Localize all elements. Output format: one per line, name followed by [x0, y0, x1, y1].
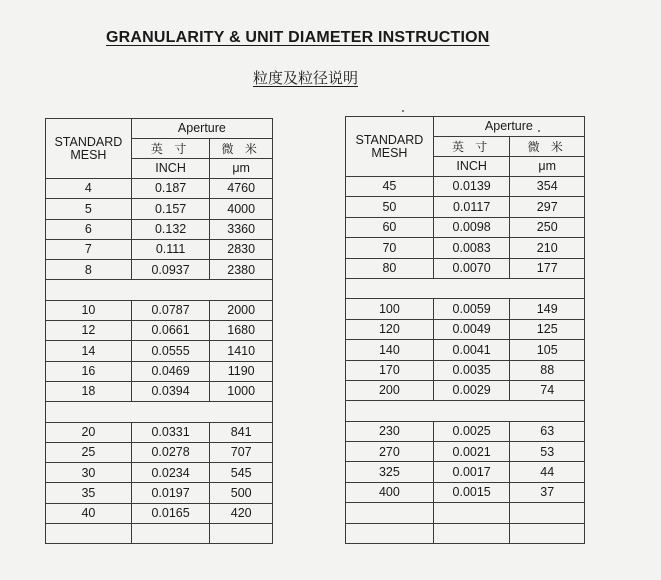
- micron-cell: 500: [210, 483, 273, 503]
- inch-cell: 0.0059: [433, 299, 510, 319]
- empty-cell: [510, 503, 585, 523]
- table-row: [46, 463, 273, 483]
- micron-cell: 177: [510, 258, 585, 278]
- micron-cell: 63: [510, 421, 585, 441]
- micron-cell: 1000: [210, 381, 273, 401]
- mesh-cell: 120: [346, 319, 434, 339]
- aperture-header: Aperture: [433, 117, 584, 137]
- micron-cell: 105: [510, 340, 585, 360]
- inch-cell: 0.0041: [433, 340, 510, 360]
- table-row: [46, 179, 273, 199]
- inch-cell: 0.0083: [433, 238, 510, 258]
- table-row: [46, 361, 273, 381]
- table-row: [346, 319, 585, 339]
- spacer-cell: [346, 278, 585, 298]
- mesh-cell: 8: [46, 260, 132, 280]
- spacer-row: [346, 401, 585, 421]
- inch-cell: 0.0331: [131, 422, 210, 442]
- table-row: [46, 219, 273, 239]
- table-row: [346, 482, 585, 502]
- spacer-row: [46, 280, 273, 300]
- micron-cell: 297: [510, 197, 585, 217]
- micron-cn-header: 微 米: [210, 139, 273, 159]
- inch-cell: 0.157: [131, 199, 210, 219]
- spacer-cell: [46, 402, 273, 422]
- micron-cell: 210: [510, 238, 585, 258]
- mesh-cell: 40: [46, 503, 132, 523]
- micron-cell: 74: [510, 380, 585, 400]
- table-row: [46, 381, 273, 401]
- micron-cell: 4760: [210, 179, 273, 199]
- inch-cell: 0.0234: [131, 463, 210, 483]
- spacer-cell: [46, 280, 273, 300]
- mesh-table-left: [45, 118, 273, 544]
- micron-cell: 2830: [210, 239, 273, 259]
- scan-speck: [402, 110, 404, 112]
- micron-cell: 1190: [210, 361, 273, 381]
- document-title: GRANULARITY & UNIT DIAMETER INSTRUCTION: [106, 29, 490, 46]
- micron-cell: 149: [510, 299, 585, 319]
- table-row: [346, 360, 585, 380]
- table-row: [46, 422, 273, 442]
- micron-cell: 53: [510, 442, 585, 462]
- mesh-cell: 14: [46, 341, 132, 361]
- standard-label: STANDARD: [355, 133, 424, 147]
- table-row: [46, 300, 273, 320]
- micron-cell: 250: [510, 217, 585, 237]
- micron-cell: 354: [510, 177, 585, 197]
- mesh-cell: 100: [346, 299, 434, 319]
- mesh-cell: 140: [346, 340, 434, 360]
- empty-cell: [46, 524, 132, 544]
- inch-header: INCH: [131, 159, 210, 179]
- inch-cell: 0.0015: [433, 482, 510, 502]
- empty-cell: [346, 523, 434, 543]
- table-row: [346, 442, 585, 462]
- mesh-cell: 7: [46, 239, 132, 259]
- spacer-row: [46, 402, 273, 422]
- table-row: [46, 483, 273, 503]
- micron-cell: 44: [510, 462, 585, 482]
- inch-cell: 0.132: [131, 219, 210, 239]
- mesh-table-right: [345, 116, 585, 544]
- empty-cell: [433, 523, 510, 543]
- table-row: [346, 299, 585, 319]
- inch-cell: 0.0165: [131, 503, 210, 523]
- empty-row: [346, 503, 585, 523]
- inch-cell: 0.0139: [433, 177, 510, 197]
- table-row: [346, 258, 585, 278]
- mesh-cell: 70: [346, 238, 434, 258]
- mesh-cell: 18: [46, 381, 132, 401]
- inch-cell: 0.111: [131, 239, 210, 259]
- inch-cell: 0.0017: [433, 462, 510, 482]
- empty-cell: [210, 524, 273, 544]
- micron-cell: 125: [510, 319, 585, 339]
- inch-cell: 0.0787: [131, 300, 210, 320]
- empty-cell: [346, 503, 434, 523]
- spacer-row: [346, 278, 585, 298]
- inch-cell: 0.0021: [433, 442, 510, 462]
- standard-mesh-header: [46, 119, 132, 179]
- inch-cell: 0.0661: [131, 321, 210, 341]
- mesh-table-left-body: [46, 119, 273, 544]
- inch-cell: 0.187: [131, 179, 210, 199]
- inch-header: INCH: [433, 157, 510, 177]
- mesh-cell: 80: [346, 258, 434, 278]
- micron-cell: 88: [510, 360, 585, 380]
- table-row: [346, 462, 585, 482]
- micron-header: μm: [210, 159, 273, 179]
- table-row: [46, 260, 273, 280]
- mesh-cell: 6: [46, 219, 132, 239]
- document-subtitle: 粒度及粒径说明: [253, 69, 359, 87]
- micron-header: μm: [510, 157, 585, 177]
- mesh-cell: 325: [346, 462, 434, 482]
- empty-cell: [131, 524, 210, 544]
- table-row: [346, 217, 585, 237]
- mesh-cell: 4: [46, 179, 132, 199]
- table-row: [346, 340, 585, 360]
- inch-cell: 0.0469: [131, 361, 210, 381]
- mesh-cell: 270: [346, 442, 434, 462]
- micron-cell: 707: [210, 442, 273, 462]
- micron-cell: 3360: [210, 219, 273, 239]
- table-row: [46, 199, 273, 219]
- inch-cell: 0.0035: [433, 360, 510, 380]
- inch-cell: 0.0555: [131, 341, 210, 361]
- inch-cell: 0.0197: [131, 483, 210, 503]
- mesh-cell: 10: [46, 300, 132, 320]
- micron-cell: 37: [510, 482, 585, 502]
- inch-cn-header: 英 寸: [131, 139, 210, 159]
- table-row: [346, 177, 585, 197]
- aperture-header: Aperture: [131, 119, 272, 139]
- mesh-cell: 200: [346, 380, 434, 400]
- mesh-cell: 5: [46, 199, 132, 219]
- inch-cell: 0.0278: [131, 442, 210, 462]
- mesh-cell: 12: [46, 321, 132, 341]
- inch-cn-header: 英 寸: [433, 137, 510, 157]
- mesh-cell: 25: [46, 442, 132, 462]
- inch-cell: 0.0117: [433, 197, 510, 217]
- inch-cell: 0.0025: [433, 421, 510, 441]
- mesh-cell: 16: [46, 361, 132, 381]
- table-row: [46, 341, 273, 361]
- inch-cell: 0.0098: [433, 217, 510, 237]
- micron-cell: 1410: [210, 341, 273, 361]
- mesh-cell: 35: [46, 483, 132, 503]
- empty-cell: [433, 503, 510, 523]
- mesh-cell: 400: [346, 482, 434, 502]
- micron-cell: 2380: [210, 260, 273, 280]
- mesh-cell: 20: [46, 422, 132, 442]
- mesh-cell: 30: [46, 463, 132, 483]
- mesh-label: MESH: [371, 145, 408, 160]
- header-row-top: [46, 119, 273, 139]
- inch-cell: 0.0070: [433, 258, 510, 278]
- mesh-cell: 60: [346, 217, 434, 237]
- micron-cell: 545: [210, 463, 273, 483]
- micron-cell: 1680: [210, 321, 273, 341]
- standard-label: STANDARD: [54, 135, 123, 149]
- table-row: [346, 421, 585, 441]
- mesh-cell: 170: [346, 360, 434, 380]
- empty-row: [346, 523, 585, 543]
- table-row: [46, 321, 273, 341]
- mesh-cell: 230: [346, 421, 434, 441]
- micron-cell: 841: [210, 422, 273, 442]
- table-row: [346, 238, 585, 258]
- table-row: [346, 380, 585, 400]
- table-row: [346, 197, 585, 217]
- mesh-label: MESH: [70, 147, 107, 162]
- table-row: [46, 239, 273, 259]
- inch-cell: 0.0937: [131, 260, 210, 280]
- micron-cell: 2000: [210, 300, 273, 320]
- table-row: [46, 442, 273, 462]
- mesh-cell: 45: [346, 177, 434, 197]
- micron-cell: 4000: [210, 199, 273, 219]
- mesh-cell: 50: [346, 197, 434, 217]
- standard-mesh-header: [346, 117, 434, 177]
- spacer-cell: [346, 401, 585, 421]
- table-row: [46, 503, 273, 523]
- inch-cell: 0.0394: [131, 381, 210, 401]
- inch-cell: 0.0029: [433, 380, 510, 400]
- micron-cn-header: 微 米: [510, 137, 585, 157]
- mesh-table-right-body: [346, 117, 585, 544]
- empty-cell: [510, 523, 585, 543]
- header-row-top: [346, 117, 585, 137]
- micron-cell: 420: [210, 503, 273, 523]
- empty-row: [46, 524, 273, 544]
- inch-cell: 0.0049: [433, 319, 510, 339]
